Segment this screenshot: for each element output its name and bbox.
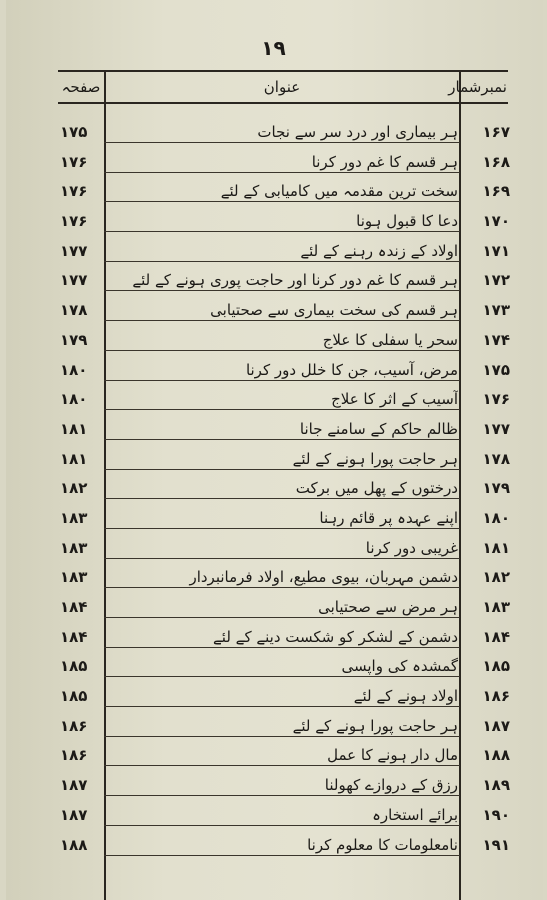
toc-row: [0, 623, 547, 653]
row-underline: [104, 528, 460, 529]
row-underline: [104, 290, 460, 291]
toc-row: [0, 415, 547, 445]
entry-page: ۱۸۷: [60, 776, 88, 795]
serial-number: ۱۷۹: [482, 479, 510, 498]
entry-page: ۱۷۵: [60, 123, 88, 141]
row-underline: [104, 350, 460, 351]
toc-row: [0, 266, 547, 296]
row-underline: [104, 172, 460, 173]
toc-row: [0, 831, 547, 861]
entry-page: ۱۷۸: [60, 301, 88, 320]
row-underline: [104, 439, 460, 440]
entry-title: دعا کا قبول ہونا: [356, 212, 458, 231]
toc-row: [0, 296, 547, 326]
serial-number: ۱۷۳: [482, 301, 510, 320]
toc-row: [0, 504, 547, 534]
entry-page: ۱۸۱: [60, 449, 88, 468]
toc-row: [0, 177, 547, 207]
serial-number: ۱۷۷: [482, 419, 510, 438]
row-underline: [104, 469, 460, 470]
entry-page: ۱۷۶: [60, 182, 88, 201]
entry-page: ۱۸۶: [60, 746, 88, 765]
toc-row: [0, 445, 547, 475]
row-underline: [104, 855, 460, 856]
toc-row: [0, 682, 547, 712]
serial-number: ۱۷۰: [482, 212, 510, 231]
serial-number: ۱۸۴: [482, 627, 510, 646]
entry-page: ۱۸۳: [60, 568, 88, 587]
entry-page: ۱۸۳: [60, 508, 88, 527]
serial-number: ۱۸۱: [482, 538, 510, 557]
entry-title: ہر قسم کا غم دور کرنا: [311, 152, 458, 171]
entry-title: نامعلومات کا معلوم کرنا: [307, 835, 458, 854]
toc-row: [0, 534, 547, 564]
row-underline: [104, 409, 460, 410]
entry-page: ۱۸۳: [60, 538, 88, 557]
serial-number: ۱۸۳: [482, 598, 510, 616]
entry-page: ۱۸۴: [60, 598, 88, 616]
entry-page: ۱۸۴: [60, 627, 88, 646]
entry-page: ۱۷۹: [60, 330, 88, 349]
entry-page: ۱۸۲: [60, 479, 88, 498]
toc-row: [0, 356, 547, 386]
row-underline: [104, 647, 460, 648]
header-serial: نمبرشمار: [448, 78, 507, 96]
entry-title: ظالم حاکم کے سامنے جانا: [299, 419, 458, 438]
header-top-rule: [58, 70, 508, 72]
toc-rows: [0, 118, 547, 860]
serial-number: ۱۷۸: [482, 449, 510, 468]
serial-number: ۱۸۵: [482, 657, 510, 676]
row-underline: [104, 765, 460, 766]
toc-row: [0, 118, 547, 148]
page-number: ۱۹: [261, 36, 286, 60]
serial-number: ۱۸۹: [482, 776, 510, 795]
entry-title: دشمن کے لشکر کو شکست دینے کے لئے: [213, 627, 458, 646]
entry-title: اولاد ہونے کے لئے: [353, 687, 458, 706]
entry-page: ۱۸۶: [60, 716, 88, 735]
row-underline: [104, 736, 460, 737]
row-underline: [104, 231, 460, 232]
serial-number: ۱۸۰: [482, 508, 510, 527]
entry-page: ۱۸۰: [60, 360, 88, 379]
entry-page: ۱۷۶: [60, 152, 88, 171]
serial-number: ۱۷۵: [482, 360, 510, 379]
toc-row: [0, 712, 547, 742]
entry-title: ہر حاجت پورا ہونے کے لئے: [292, 716, 458, 735]
entry-title: آسیب کے اثر کا علاج: [331, 390, 458, 409]
row-underline: [104, 261, 460, 262]
entry-title: اولاد کے زندہ رہنے کے لئے: [300, 241, 458, 260]
serial-number: ۱۸۶: [482, 687, 510, 706]
serial-number: ۱۹۰: [482, 805, 510, 824]
entry-page: ۱۸۷: [60, 805, 88, 824]
row-underline: [104, 320, 460, 321]
serial-number: ۱۸۲: [482, 568, 510, 587]
entry-page: ۱۸۰: [60, 390, 88, 409]
entry-page: ۱۷۶: [60, 212, 88, 231]
toc-row: [0, 771, 547, 801]
header-title: عنوان: [263, 78, 301, 96]
toc-row: [0, 237, 547, 267]
entry-page: ۱۷۷: [60, 271, 88, 290]
row-underline: [104, 795, 460, 796]
row-underline: [104, 825, 460, 826]
toc-row: [0, 385, 547, 415]
entry-title: درختوں کے پھل میں برکت: [295, 479, 458, 498]
toc-row: [0, 148, 547, 178]
entry-page: ۱۷۷: [60, 241, 88, 260]
entry-page: ۱۸۵: [60, 687, 88, 706]
entry-title: سخت ترین مقدمہ میں کامیابی کے لئے: [220, 182, 458, 201]
serial-number: ۱۶۸: [482, 152, 510, 171]
serial-number: ۱۷۴: [482, 330, 510, 349]
row-underline: [104, 201, 460, 202]
toc-row: [0, 652, 547, 682]
serial-number: ۱۷۶: [482, 390, 510, 409]
entry-page: ۱۸۱: [60, 419, 88, 438]
row-underline: [104, 498, 460, 499]
serial-number: ۱۸۸: [482, 746, 510, 765]
serial-number: ۱۶۷: [482, 123, 510, 141]
entry-title: ہر حاجت پورا ہونے کے لئے: [292, 449, 458, 468]
toc-row: [0, 207, 547, 237]
toc-row: [0, 563, 547, 593]
entry-title: ہر مرض سے صحتیابی: [318, 598, 458, 616]
header-bottom-rule: [58, 102, 508, 104]
entry-title: مال دار ہونے کا عمل: [327, 746, 458, 765]
serial-number: ۱۹۱: [482, 835, 510, 854]
row-underline: [104, 676, 460, 677]
row-underline: [104, 706, 460, 707]
toc-row: [0, 593, 547, 623]
entry-title: سحر یا سفلی کا علاج: [322, 330, 458, 349]
row-underline: [104, 380, 460, 381]
row-underline: [104, 558, 460, 559]
entry-title: ہر قسم کی سخت بیماری سے صحتیابی: [210, 301, 458, 320]
entry-title: مرض، آسیب، جن کا خلل دور کرنا: [245, 360, 458, 379]
serial-number: ۱۷۱: [482, 241, 510, 260]
entry-title: برائے استخارہ: [372, 805, 458, 824]
entry-title: ہر بیماری اور درد سر سے نجات: [257, 123, 458, 141]
row-underline: [104, 587, 460, 588]
entry-title: غریبی دور کرنا: [365, 538, 458, 557]
entry-title: رزق کے دروازے کھولنا: [324, 776, 458, 795]
toc-row: [0, 326, 547, 356]
row-underline: [104, 142, 460, 143]
header-page: صفحہ: [61, 78, 101, 96]
entry-title: دشمن مہربان، بیوی مطیع، اولاد فرمانبردار: [189, 568, 458, 587]
entry-title: ہر قسم کا غم دور کرنا اور حاجت پوری ہونے کے لئے: [132, 271, 458, 290]
toc-row: [0, 741, 547, 771]
entry-title: اپنے عہدہ پر قائم رہنا: [319, 508, 458, 527]
serial-number: ۱۸۷: [482, 716, 510, 735]
entry-page: ۱۸۵: [60, 657, 88, 676]
serial-number: ۱۷۲: [482, 271, 510, 290]
row-underline: [104, 617, 460, 618]
entry-page: ۱۸۸: [60, 835, 88, 854]
entry-title: گمشدہ کی واپسی: [341, 657, 458, 676]
toc-row: [0, 801, 547, 831]
toc-row: [0, 474, 547, 504]
serial-number: ۱۶۹: [482, 182, 510, 201]
